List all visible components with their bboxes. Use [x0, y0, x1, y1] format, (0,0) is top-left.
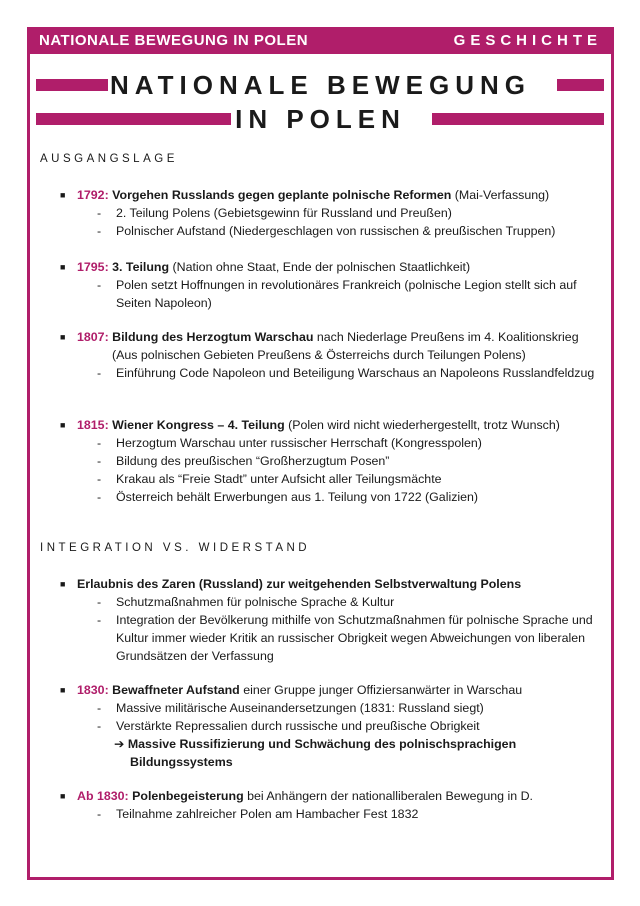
sub-item: - 2. Teilung Polens (Gebietsgewinn für Russland und Preußen)	[97, 206, 452, 220]
sub-item: - Polnischer Aufstand (Niedergeschlagen von russischen & preußischen Truppen)	[97, 224, 556, 238]
section-heading-integration: INTEGRATION VS. WIDERSTAND	[40, 542, 311, 554]
consequence-line: ➔ Massive Russifizierung und Schwächung des polnischsprachigen	[114, 737, 517, 751]
sub-item: - Einführung Code Napoleon und Beteiligung Warschaus an Napoleons Russlandfeldzug	[97, 366, 595, 380]
header-topic: NATIONALE BEWEGUNG IN POLEN	[39, 32, 309, 49]
consequence-line-cont: Bildungssystems	[130, 755, 233, 769]
title-row-1	[27, 68, 614, 102]
item-note: (Aus polnischen Gebieten Preußens & Österreichs durch Teilungen Polens)	[112, 348, 526, 362]
sub-item: - Schutzmaßnahmen für polnische Sprache & Kultur	[97, 595, 395, 609]
sub-item: - Teilnahme zahlreicher Polen am Hambacher Fest 1832	[97, 807, 419, 821]
bullet-icon: ■	[60, 190, 66, 200]
title-row-2	[27, 102, 614, 136]
page-title-line-1: NATIONALE BEWEGUNG	[110, 70, 531, 100]
sub-item: - Österreich behält Erwerbungen aus 1. Teilung von 1722 (Galizien)	[97, 490, 479, 504]
bullet-icon: ■	[60, 791, 66, 801]
page-title-line-2: IN POLEN	[235, 104, 406, 134]
sub-item: - Massive militärische Auseinandersetzungen (1831: Russland siegt)	[97, 701, 484, 715]
sub-item: - Bildung des preußischen “Großherzugtum Posen”	[97, 454, 390, 468]
section-heading-ausgangslage: AUSGANGSLAGE	[40, 153, 178, 165]
sub-item: - Krakau als “Freie Stadt” unter Aufsicht aller Teilungsmächte	[97, 472, 442, 486]
bullet-icon: ■	[60, 685, 66, 695]
bullet-icon: ■	[60, 332, 66, 342]
bullet-icon: ■	[60, 579, 66, 589]
bullet-icon: ■	[60, 420, 66, 430]
header-subject: GESCHICHTE	[453, 32, 602, 49]
sub-item: - Verstärkte Repressalien durch russische und preußische Obrigkeit	[97, 719, 480, 733]
header-bar	[27, 27, 614, 54]
sub-item: - Polen setzt Hoffnungen in revolutionäres Frankreich (polnische Legion stellt sich auf Seiten Napoleon)	[97, 278, 577, 310]
bullet-icon: ■	[60, 262, 66, 272]
sub-item: - Integration der Bevölkerung mithilfe von Schutzmaßnahmen für polnische Sprache und Kultur immer wieder Kritik an russischer Obrigkeit wegen Abweichungen von liberalen Grundsätzen der Verfassung	[97, 613, 593, 663]
sub-item: - Herzogtum Warschau unter russischer Herrschaft (Kongresspolen)	[97, 436, 482, 450]
